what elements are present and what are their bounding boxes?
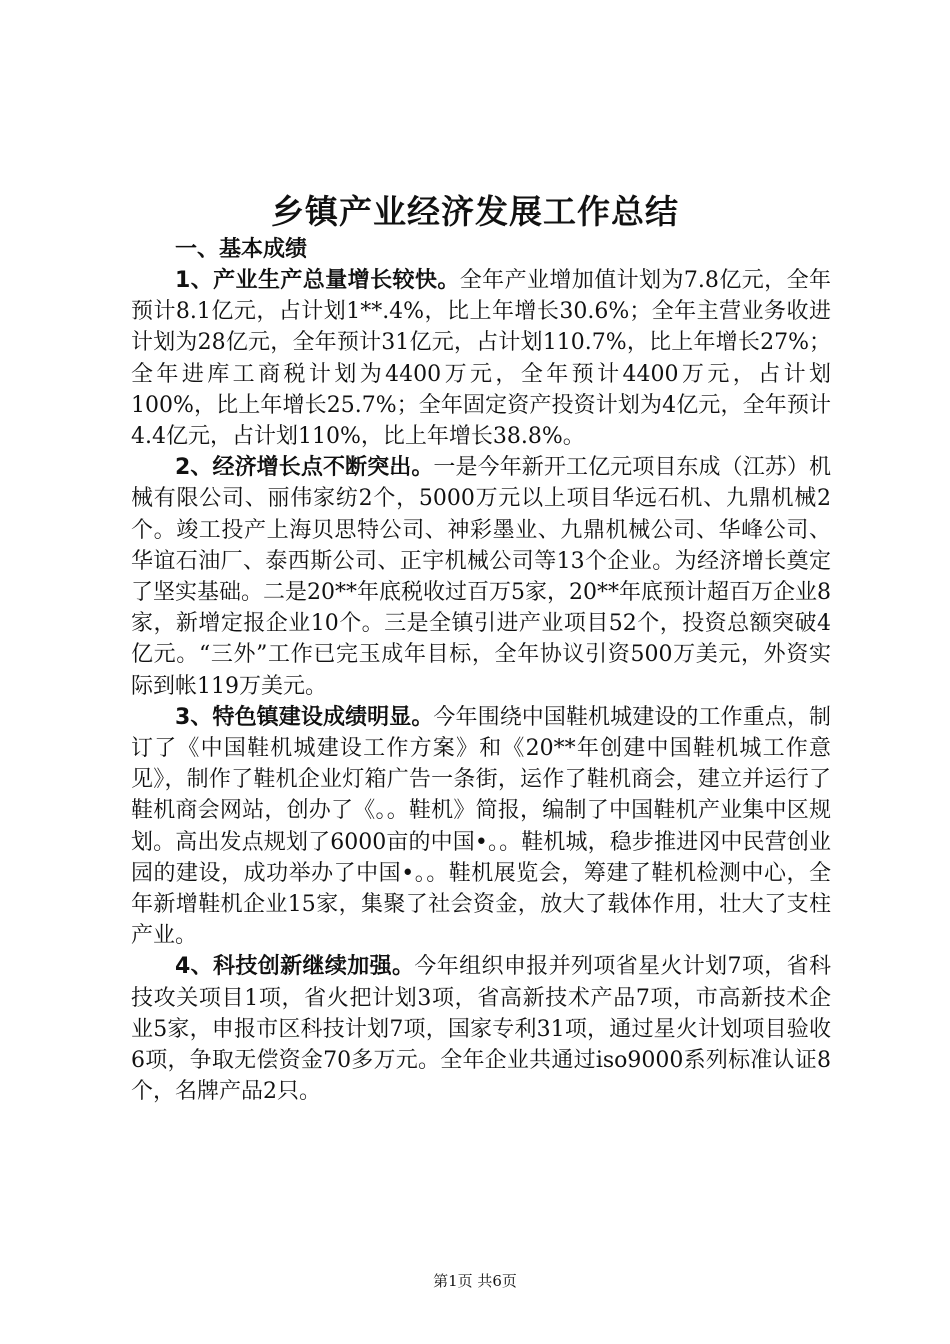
paragraph-text: 今年围绕中国鞋机城建设的工作重点，制订了《中国鞋机城建设工作方案》和《20**年创建中国鞋机城工作意见》，制作了鞋机企业灯箱广告一条街，运作了鞋机商会，建立并运行了鞋机商会网站，创办了《。。鞋机》简报，编制了中国鞋机产业集中区规划。高出发点规划了6000亩的中国•。。鞋机城，稳步推进冈中民营创业园的建设，成功举办了中国•。。鞋机展览会，筹建了鞋机检测中心，全年新增鞋机企业15家，集聚了社会资金，放大了载体作用，壮大了支柱产业。: [131, 704, 831, 949]
paragraph-2: [131, 452, 831, 702]
section-heading: 一、基本成绩: [175, 237, 308, 262]
paragraph-3: [131, 702, 831, 952]
document-title: 乡镇产业经济发展工作总结: [271, 192, 679, 231]
paragraph-text: 全年产业增加值计划为7.8亿元，全年预计8.1亿元，占计划1**.4%，比上年增长30.6%；全年主营业务收进计划为28亿元，全年预计31亿元，占计划110.7%，比上年增长27%；全年进库工商税计划为4400万元，全年预计4400万元，占计划100%，比上年增长25.7%；全年固定资产投资计划为4亿元，全年预计4.4亿元，占计划110%，比上年增长38.8%。: [131, 268, 831, 450]
paragraph-lead: 3、特色镇建设成绩明显。: [175, 704, 434, 730]
paragraph-4: [131, 951, 831, 1107]
page-footer: 第1页 共6页: [433, 1272, 517, 1290]
paragraph-lead: 2、经济增长点不断突出。: [175, 455, 434, 481]
paragraph-text: 今年组织申报并列项省星火计划7项，省科技攻关项目1项，省火把计划3项，省高新技术产品7项，市高新技术企业5家，申报市区科技计划7项，国家专利31项，通过星火计划项目验收6项，争取无偿资金70多万元。全年企业共通过iso9000系列标准认证8个，名牌产品2只。: [131, 954, 832, 1105]
document-body: [131, 234, 831, 1107]
paragraph-1: [131, 265, 831, 452]
paragraph-lead: 4、科技创新继续加强。: [175, 954, 415, 980]
paragraph-text: 一是今年新开工亿元项目东成（江苏）机械有限公司、丽伟家纺2个，5000万元以上项目华远石机、九鼎机械2个。竣工投产上海贝思特公司、神彩墨业、九鼎机械公司、华峰公司、华谊石油厂、泰西斯公司、正宇机械公司等13个企业。为经济增长奠定了坚实基础。二是20**年底税收过百万5家，20**年底预计超百万企业8家，新增定报企业10个。三是全镇引进产业项目52个，投资总额突破4亿元。“三外”工作已完玉成年目标，全年协议引资500万美元，外资实际到帐119万美元。: [131, 455, 831, 699]
paragraph-lead: 1、产业生产总量增长较快。: [175, 268, 460, 293]
